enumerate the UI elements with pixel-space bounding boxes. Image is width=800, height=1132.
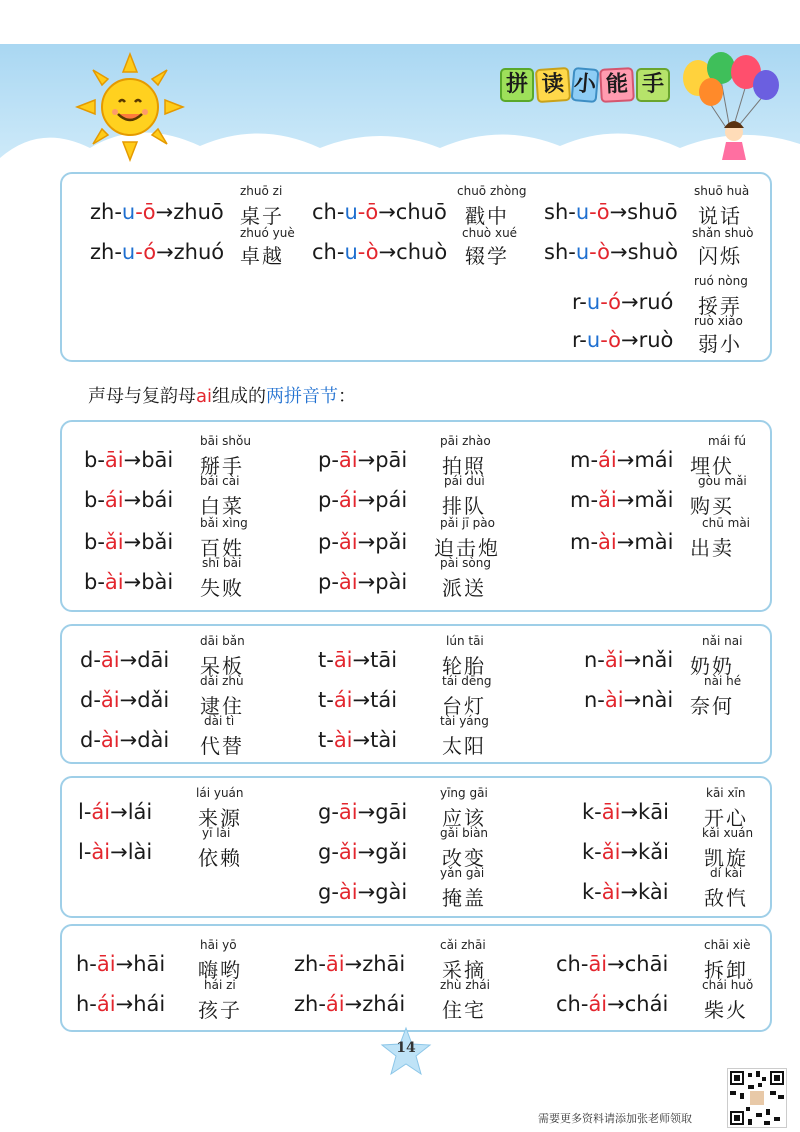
word-pinyin: nài hé — [704, 674, 742, 688]
syllable-spelling: ch-u-ò→chuò — [312, 240, 448, 264]
word-hanzi: 奶奶 — [690, 654, 734, 678]
word-pinyin: gòu mǎi — [698, 474, 747, 488]
syllable-spelling: g-ǎi→gǎi — [318, 840, 408, 864]
word-pinyin: gǎi biàn — [440, 826, 489, 840]
word-pinyin: chái huǒ — [702, 978, 754, 992]
word-pinyin: hāi yō — [200, 938, 237, 952]
word-hanzi: 敌忾 — [704, 886, 748, 910]
word-pinyin: kāi xīn — [706, 786, 746, 800]
word-hanzi: 台灯 — [442, 694, 486, 718]
word-pinyin: chuò xué — [462, 226, 518, 240]
syllable-spelling: g-ài→gài — [318, 880, 408, 904]
word-pinyin: chāi xiè — [704, 938, 751, 952]
syllable-spelling: t-ái→tái — [318, 688, 398, 712]
syllable-spelling: t-ài→tài — [318, 728, 398, 752]
word-pinyin: dǎi zhù — [200, 674, 244, 688]
word-pinyin: zhù zhái — [440, 978, 490, 992]
syllable-spelling: m-ái→mái — [570, 448, 674, 472]
word-hanzi: 来源 — [198, 806, 242, 830]
footer-note: 需要更多资料请添加张老师领取 — [538, 1112, 692, 1125]
word-hanzi: 辍学 — [465, 244, 509, 268]
syllable-spelling: zh-ái→zhái — [294, 992, 406, 1016]
word-pinyin: nǎi nai — [702, 634, 743, 648]
syllable-spelling: m-ài→mài — [570, 530, 674, 554]
syllable-spelling: n-ài→nài — [584, 688, 674, 712]
syllable-spelling: b-ài→bài — [84, 570, 174, 594]
syllable-spelling: h-āi→hāi — [76, 952, 166, 976]
word-hanzi: 奈何 — [690, 694, 734, 718]
word-pinyin: mái fú — [708, 434, 747, 448]
sun-icon — [75, 52, 185, 162]
syllable-spelling: d-ài→dài — [80, 728, 170, 752]
word-hanzi: 闪烁 — [698, 244, 742, 268]
word-pinyin: pái duì — [444, 474, 485, 488]
syllable-spelling: ch-ái→chái — [556, 992, 669, 1016]
word-pinyin: zhuó yuè — [240, 226, 295, 240]
word-pinyin: dài tì — [204, 714, 235, 728]
word-hanzi: 购买 — [690, 494, 734, 518]
word-hanzi: 拆卸 — [704, 958, 748, 982]
top-margin — [0, 0, 800, 44]
title-char: 读 — [535, 67, 571, 103]
word-pinyin: lún tāi — [446, 634, 484, 648]
word-hanzi: 戳中 — [465, 204, 509, 228]
syllable-spelling: h-ái→hái — [76, 992, 166, 1016]
syllable-spelling: k-āi→kāi — [582, 800, 669, 824]
word-pinyin: bāi shǒu — [200, 434, 251, 448]
word-pinyin: ruò xiǎo — [694, 314, 743, 328]
uo-syllable-box — [60, 172, 772, 362]
word-hanzi: 弱小 — [698, 332, 742, 356]
word-pinyin: bái cài — [200, 474, 240, 488]
syllable-spelling: b-āi→bāi — [84, 448, 174, 472]
syllable-spelling: b-ǎi→bǎi — [84, 530, 174, 554]
word-hanzi: 柴火 — [704, 998, 748, 1022]
title-char: 拼 — [500, 68, 534, 102]
word-hanzi: 掩盖 — [442, 886, 486, 910]
word-hanzi: 说话 — [698, 204, 742, 228]
syllable-spelling: zh-u-ó→zhuó — [90, 240, 225, 264]
word-hanzi: 嗨哟 — [198, 958, 242, 982]
word-pinyin: pǎi jī pào — [440, 516, 495, 530]
word-pinyin: yī lài — [202, 826, 231, 840]
word-pinyin: zhuō zi — [240, 184, 283, 198]
syllable-spelling: k-ài→kài — [582, 880, 669, 904]
word-hanzi: 桌子 — [240, 204, 284, 228]
word-pinyin: pāi zhào — [440, 434, 491, 448]
syllable-spelling: r-u-ò→ruò — [572, 328, 674, 352]
word-pinyin: shǎn shuò — [692, 226, 754, 240]
word-hanzi: 迫击炮 — [434, 536, 500, 560]
syllable-spelling: ch-āi→chāi — [556, 952, 669, 976]
page-title — [500, 68, 670, 102]
bpm-ai-box — [60, 420, 772, 612]
word-hanzi: 改变 — [442, 846, 486, 870]
syllable-spelling: t-āi→tāi — [318, 648, 398, 672]
word-hanzi: 代替 — [200, 734, 244, 758]
syllable-spelling: b-ái→bái — [84, 488, 174, 512]
word-hanzi: 应该 — [442, 806, 486, 830]
syllable-spelling: p-ài→pài — [318, 570, 408, 594]
word-hanzi: 排队 — [442, 494, 486, 518]
word-hanzi: 拍照 — [442, 454, 486, 478]
word-hanzi: 掰手 — [200, 454, 244, 478]
syllable-spelling: d-āi→dāi — [80, 648, 170, 672]
word-pinyin: yǎn gài — [440, 866, 485, 880]
word-pinyin: lái yuán — [196, 786, 244, 800]
title-char: 能 — [599, 67, 635, 103]
word-hanzi: 埋伏 — [690, 454, 734, 478]
word-pinyin: chū mài — [702, 516, 750, 530]
syllable-spelling: r-u-ó→ruó — [572, 290, 674, 314]
syllable-spelling: zh-āi→zhāi — [294, 952, 406, 976]
word-hanzi: 依赖 — [198, 846, 242, 870]
word-pinyin: chuō zhòng — [457, 184, 527, 198]
word-hanzi: 采摘 — [442, 958, 486, 982]
word-pinyin: tái dēng — [442, 674, 492, 688]
word-pinyin: bǎi xìng — [200, 516, 248, 530]
word-hanzi: 孩子 — [198, 998, 242, 1022]
word-hanzi: 住宅 — [442, 998, 486, 1022]
word-hanzi: 凯旋 — [704, 846, 748, 870]
hzhch-ai-box — [60, 924, 772, 1032]
syllable-spelling: m-ǎi→mǎi — [570, 488, 674, 512]
title-char: 手 — [636, 68, 670, 102]
word-pinyin: kǎi xuán — [702, 826, 754, 840]
word-pinyin: cǎi zhāi — [440, 938, 486, 952]
word-hanzi: 失败 — [200, 576, 244, 600]
syllable-spelling: p-āi→pāi — [318, 448, 408, 472]
word-pinyin: pài sòng — [440, 556, 491, 570]
syllable-spelling: p-ái→pái — [318, 488, 408, 512]
page-number: 14 — [396, 1040, 416, 1056]
word-hanzi: 派送 — [442, 576, 486, 600]
word-hanzi: 挼弄 — [698, 294, 742, 318]
balloon-girl-icon — [676, 50, 786, 165]
word-pinyin: ruó nòng — [694, 274, 748, 288]
syllable-spelling: p-ǎi→pǎi — [318, 530, 408, 554]
word-hanzi: 开心 — [704, 806, 748, 830]
syllable-spelling: l-ái→lái — [78, 800, 153, 824]
syllable-spelling: n-ǎi→nǎi — [584, 648, 674, 672]
word-hanzi: 逮住 — [200, 694, 244, 718]
word-hanzi: 百姓 — [200, 536, 244, 560]
word-pinyin: shī bài — [202, 556, 242, 570]
syllable-spelling: zh-u-ō→zhuō — [90, 200, 224, 224]
word-pinyin: dí kài — [710, 866, 743, 880]
syllable-spelling: g-āi→gāi — [318, 800, 408, 824]
dtn-ai-box — [60, 624, 772, 764]
qr-code-icon — [727, 1068, 787, 1128]
syllable-spelling: k-ǎi→kǎi — [582, 840, 669, 864]
word-hanzi: 出卖 — [690, 536, 734, 560]
word-pinyin: yīng gāi — [440, 786, 488, 800]
word-hanzi: 太阳 — [442, 734, 486, 758]
syllable-spelling: sh-u-ò→shuò — [544, 240, 678, 264]
word-pinyin: shuō huà — [694, 184, 750, 198]
title-char: 小 — [571, 67, 600, 103]
word-pinyin: dāi bǎn — [200, 634, 245, 648]
syllable-spelling: d-ǎi→dǎi — [80, 688, 170, 712]
syllable-spelling: sh-u-ō→shuō — [544, 200, 678, 224]
syllable-spelling: ch-u-ō→chuō — [312, 200, 447, 224]
word-hanzi: 轮胎 — [442, 654, 486, 678]
lgk-ai-box — [60, 776, 772, 918]
word-pinyin: hái zi — [204, 978, 236, 992]
word-hanzi: 卓越 — [240, 244, 284, 268]
section-heading: 声母与复韵母ai组成的两拼音节： — [88, 386, 357, 407]
syllable-spelling: l-ài→lài — [78, 840, 153, 864]
word-hanzi: 白菜 — [200, 494, 244, 518]
word-hanzi: 呆板 — [200, 654, 244, 678]
word-pinyin: tài yáng — [440, 714, 489, 728]
